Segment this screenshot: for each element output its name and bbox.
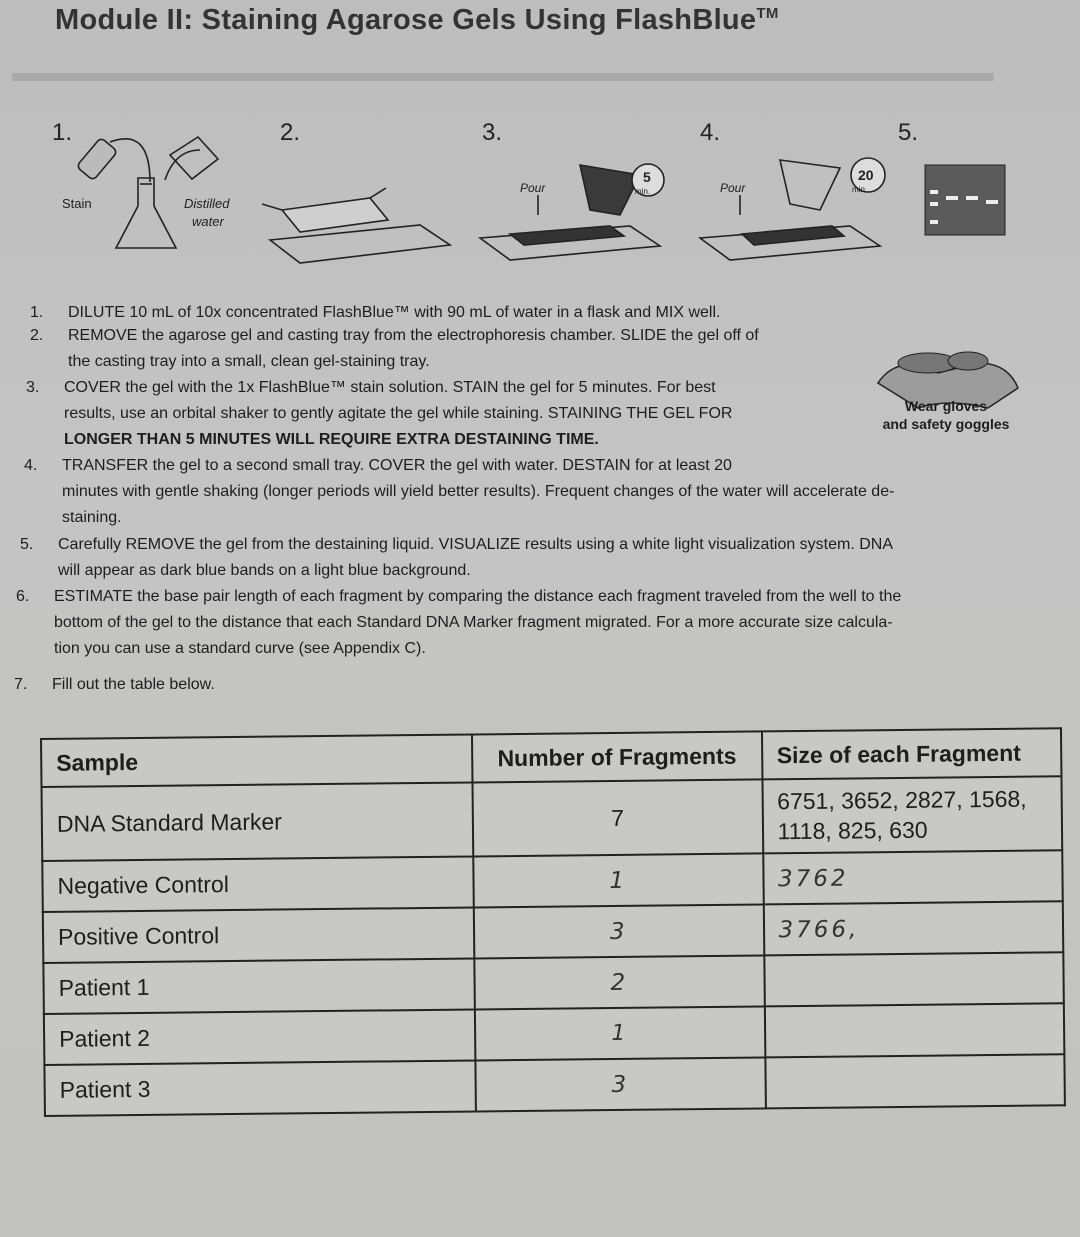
sample-cell: Patient 3: [44, 1060, 475, 1116]
step-number: 1.: [30, 304, 44, 321]
step-text: [68, 323, 868, 375]
pour-label-2: Pour: [720, 181, 746, 195]
size-cell[interactable]: [764, 952, 1064, 1006]
step-line: staining.: [62, 509, 122, 526]
size-cell[interactable]: [764, 1003, 1064, 1057]
step-line: COVER the gel with the 1x FlashBlue™ stain solution. STAIN the gel for 5 minutes. For best: [64, 379, 716, 396]
step-line: REMOVE the agarose gel and casting tray from the electrophoresis chamber. SLIDE the gel off of: [68, 327, 759, 344]
timer-2-unit: min.: [852, 185, 868, 194]
step-line: results, use an orbital shaker to gently agitate the gel while staining. STAINING THE GEL FOR: [64, 405, 733, 422]
illus-step-1: 1.: [52, 119, 73, 146]
size-cell[interactable]: 3762: [763, 850, 1063, 904]
illus-step-4: 4.: [700, 119, 721, 146]
step-number: 5.: [20, 536, 34, 553]
sample-cell: Negative Control: [42, 856, 473, 912]
staining-tray-icon: [480, 226, 660, 260]
header-number-of-fragments: Number of Fragments: [472, 731, 762, 782]
water-label-2: water: [192, 214, 224, 229]
header-sample: Sample: [41, 734, 472, 787]
step-line: Carefully REMOVE the gel from the destaining liquid. VISUALIZE results using a white light visualization system. DNA: [58, 536, 894, 553]
trademark-mark: TM: [756, 5, 779, 22]
safety-line-1: Wear gloves: [904, 398, 988, 414]
illus-step-5: 5.: [898, 119, 919, 146]
stain-bottle-icon: [76, 137, 150, 182]
step-line: tion you can use a standard curve (see Appendix C).: [54, 640, 426, 657]
title-divider: [12, 73, 994, 81]
step-line: TRANSFER the gel to a second small tray. COVER the gel with water. DESTAIN for at least 20: [62, 457, 732, 474]
step-number: 3.: [26, 379, 40, 396]
procedure-illustration: [20, 110, 1050, 285]
step-text: [54, 584, 1054, 662]
count-cell[interactable]: 7: [472, 779, 762, 856]
safety-note: [872, 397, 1020, 433]
count-cell[interactable]: 1: [473, 853, 763, 907]
count-cell[interactable]: 2: [474, 955, 764, 1009]
title-text: Module II: Staining Agarose Gels Using FlashBlue: [55, 4, 757, 36]
timer-1-value: 5: [643, 169, 651, 185]
step-text: [52, 672, 852, 698]
step-text: [62, 453, 1052, 531]
step-line: minutes with gentle shaking (longer periods will yield better results). Frequent changes of the water will accelerate de-: [62, 483, 895, 500]
water-label-1: Distilled: [184, 196, 230, 211]
step-line: bottom of the gel to the distance that each Standard DNA Marker fragment migrated. For a more accurate size calcula-: [54, 614, 893, 631]
size-cell[interactable]: [765, 1054, 1065, 1108]
safety-line-2: and safety goggles: [882, 416, 1010, 432]
step-text: [64, 375, 864, 453]
table-row: [44, 1054, 1064, 1116]
destaining-tray-icon: [700, 226, 880, 260]
step-number: 7.: [14, 676, 28, 693]
page-title: [55, 4, 779, 37]
step-line: Fill out the table below.: [52, 676, 215, 693]
count-cell[interactable]: 3: [474, 904, 764, 958]
step-line: DILUTE 10 mL of 10x concentrated FlashBlue™ with 90 mL of water in a flask and MIX well.: [68, 304, 721, 321]
timer-1-unit: min.: [635, 187, 651, 196]
step-number: 2.: [30, 327, 44, 344]
count-cell[interactable]: 1: [475, 1006, 765, 1060]
sample-cell: Positive Control: [43, 907, 474, 963]
stain-label: Stain: [62, 196, 92, 211]
sample-cell: Patient 2: [44, 1009, 475, 1065]
illus-step-3: 3.: [482, 119, 503, 146]
step-number: 4.: [24, 457, 38, 474]
step-number: 6.: [16, 588, 30, 605]
size-cell[interactable]: 3766,: [763, 901, 1063, 955]
size-line: 1118, 825, 630: [777, 816, 928, 845]
flask-icon: [116, 178, 176, 248]
step-line: ESTIMATE the base pair length of each fragment by comparing the distance each fragment traveled from the well to the: [54, 588, 902, 605]
step-text: [58, 532, 1048, 584]
step-line: LONGER THAN 5 MINUTES WILL REQUIRE EXTRA DESTAINING TIME.: [64, 431, 599, 448]
results-table: [40, 727, 1066, 1117]
step-line: will appear as dark blue bands on a light blue background.: [58, 562, 471, 579]
gel-tray-icon: [262, 188, 450, 263]
illus-step-2: 2.: [280, 119, 301, 146]
stained-gel-icon: [925, 165, 1005, 235]
water-beaker-icon: [165, 137, 218, 180]
pour-label-1: Pour: [520, 181, 546, 195]
size-line: 6751, 3652, 2827, 1568,: [777, 785, 1027, 815]
table-row: [42, 776, 1063, 861]
count-cell[interactable]: 3: [475, 1057, 765, 1111]
sample-cell: DNA Standard Marker: [42, 782, 474, 861]
timer-2-value: 20: [858, 167, 874, 183]
sample-cell: Patient 1: [43, 958, 474, 1014]
step-line: the casting tray into a small, clean gel-staining tray.: [68, 353, 430, 370]
size-cell[interactable]: [762, 776, 1062, 853]
header-size-of-fragment: Size of each Fragment: [761, 728, 1061, 779]
